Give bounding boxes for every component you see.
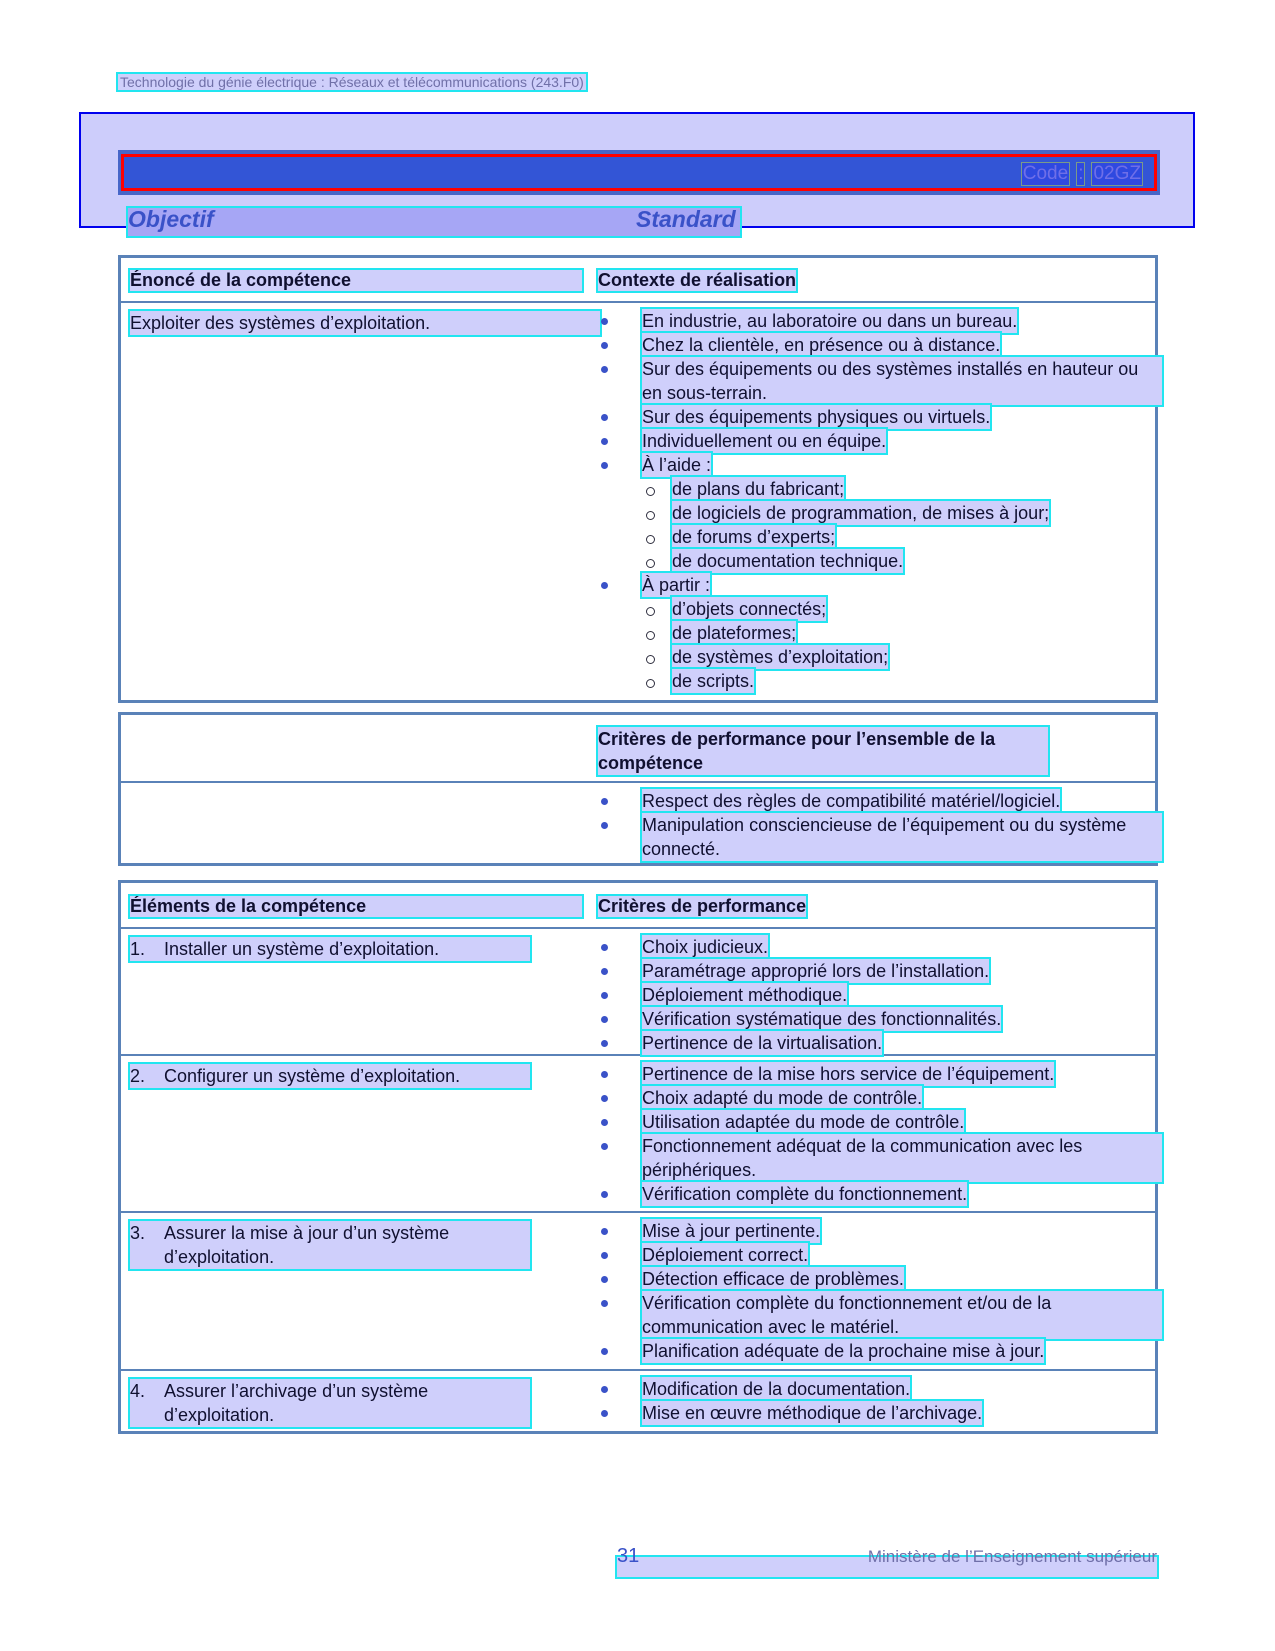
list-item [598, 1291, 1162, 1339]
table-header-row [121, 883, 1155, 929]
bullet-icon [601, 1348, 608, 1355]
list-item [598, 405, 1162, 429]
element-number: 2. [130, 1066, 146, 1086]
code-label: Code [1022, 163, 1069, 184]
list-item [598, 1401, 1162, 1425]
bullet-icon [601, 1016, 608, 1023]
bullet-icon [601, 414, 608, 421]
list-item [598, 1243, 1162, 1267]
list-item [598, 453, 1162, 477]
element-cell [130, 1379, 530, 1427]
item-text: Vérification systématique des fonctionnalités. [642, 1009, 1002, 1029]
section-labels [128, 208, 740, 236]
header-criteria: Critères de performance [598, 896, 807, 916]
list-item [598, 1339, 1162, 1363]
page-number: 31 [617, 1545, 640, 1567]
criteria-list [598, 929, 1155, 1055]
item-text: Utilisation adaptée du mode de contrôle. [642, 1112, 965, 1132]
bullet-icon [601, 1095, 608, 1102]
bullet-icon [601, 1410, 608, 1417]
item-text: Choix judicieux. [642, 937, 769, 957]
item-text: Mise en œuvre méthodique de l’archivage. [642, 1403, 983, 1423]
list-item [598, 1267, 1162, 1291]
sub-list-item [598, 477, 1192, 501]
item-text: Vérification complète du fonctionnement et/ou de la communication avec le matériel. [642, 1291, 1162, 1339]
table-header-row [121, 258, 1155, 303]
bullet-icon [601, 342, 608, 349]
bullet-icon [601, 1228, 608, 1235]
element-cell [130, 1064, 530, 1088]
bullet-icon [601, 366, 608, 373]
competency-code [1022, 163, 1142, 185]
element-number: 4. [130, 1381, 146, 1401]
circle-bullet-icon [646, 631, 655, 640]
item-text: de plans du fabricant; [672, 479, 845, 499]
circle-bullet-icon [646, 655, 655, 664]
element-number: 3. [130, 1223, 146, 1243]
bullet-icon [601, 1191, 608, 1198]
bullet-icon [601, 944, 608, 951]
table-row [121, 783, 1155, 863]
list-item [598, 333, 1162, 357]
bullet-icon [601, 1040, 608, 1047]
item-text: Vérification complète du fonctionnement. [642, 1184, 968, 1204]
item-text: Paramétrage approprié lors de l’installation. [642, 961, 990, 981]
bullet-icon [601, 1143, 608, 1150]
item-text: Individuellement ou en équipe. [642, 431, 887, 451]
item-text: À partir : [642, 575, 711, 595]
item-text: Sur des équipements physiques ou virtuels. [642, 407, 991, 427]
header-context: Contexte de réalisation [598, 270, 797, 290]
criteria-list [598, 1056, 1155, 1206]
standard-label: Standard [636, 206, 736, 232]
bullet-icon [601, 582, 608, 589]
competency-statement: Exploiter des systèmes d’exploitation. [130, 311, 600, 335]
item-text: Mise à jour pertinente. [642, 1221, 821, 1241]
list-item [598, 935, 1162, 959]
bullet-icon [601, 462, 608, 469]
list-item [598, 1086, 1162, 1110]
criteria-list [598, 1371, 1155, 1425]
list-item [598, 813, 1162, 861]
circle-bullet-icon [646, 679, 655, 688]
list-item [598, 1182, 1162, 1206]
circle-bullet-icon [646, 487, 655, 496]
list-item [598, 1062, 1162, 1086]
item-text: Respect des règles de compatibilité matériel/logiciel. [642, 791, 1061, 811]
item-text: Fonctionnement adéquat de la communication avec les périphériques. [642, 1134, 1162, 1182]
header-global-criteria: Critères de performance pour l’ensemble de la compétence [598, 727, 1048, 775]
item-text: Sur des équipements ou des systèmes installés en hauteur ou en sous-terrain. [642, 357, 1162, 405]
header-elements: Éléments de la compétence [130, 896, 582, 917]
bullet-icon [601, 992, 608, 999]
bullet-icon [601, 438, 608, 445]
bullet-icon [601, 1252, 608, 1259]
sub-list-item [598, 525, 1192, 549]
element-cell [130, 937, 530, 961]
sub-list-item [598, 645, 1192, 669]
footer-ministry: Ministère de l’Enseignement supérieur [867, 1547, 1157, 1566]
item-text: Pertinence de la virtualisation. [642, 1033, 883, 1053]
list-item [598, 1007, 1162, 1031]
item-text: En industrie, au laboratoire ou dans un bureau. [642, 311, 1018, 331]
item-text: de documentation technique. [672, 551, 904, 571]
table-row [121, 929, 1155, 1056]
elements-criteria-table [118, 880, 1158, 1434]
bullet-icon [601, 822, 608, 829]
sub-list-item [598, 549, 1192, 573]
list-item [598, 983, 1162, 1007]
sub-list-item [598, 597, 1192, 621]
item-text: de logiciels de programmation, de mises à jour; [672, 503, 1050, 523]
element-text: Assurer l’archivage d’un système d’exploitation. [164, 1381, 429, 1425]
item-text: Choix adapté du mode de contrôle. [642, 1088, 923, 1108]
sub-list-item [598, 621, 1192, 645]
bullet-icon [601, 1386, 608, 1393]
list-item [598, 429, 1162, 453]
item-text: de systèmes d’exploitation; [672, 647, 889, 667]
list-item [598, 573, 1162, 597]
item-text: Planification adéquate de la prochaine mise à jour. [642, 1341, 1045, 1361]
bullet-icon [601, 1071, 608, 1078]
list-item [598, 1031, 1162, 1055]
circle-bullet-icon [646, 607, 655, 616]
element-number: 1. [130, 939, 146, 959]
bullet-icon [601, 1300, 608, 1307]
circle-bullet-icon [646, 535, 655, 544]
sub-list-item [598, 669, 1192, 693]
bullet-icon [601, 968, 608, 975]
list-item [598, 959, 1162, 983]
context-list [598, 303, 1155, 693]
list-item [598, 1377, 1162, 1401]
criteria-list [598, 1213, 1155, 1363]
sub-list [598, 477, 1155, 573]
element-text: Assurer la mise à jour d’un système d’exploitation. [164, 1223, 450, 1267]
bullet-icon [601, 798, 608, 805]
code-bar [118, 150, 1160, 195]
list-item [598, 1110, 1162, 1134]
list-item [598, 309, 1162, 333]
element-text: Configurer un système d’exploitation. [164, 1066, 461, 1086]
table-row [121, 1056, 1155, 1213]
sub-list-item [598, 501, 1192, 525]
sub-list [598, 597, 1155, 693]
item-text: de scripts. [672, 671, 755, 691]
running-header: Technologie du génie électrique : Réseaux et télécommunications (243.F0) [120, 74, 584, 90]
element-cell [130, 1221, 530, 1269]
table-header-row [121, 715, 1155, 783]
code-separator: : [1078, 163, 1084, 184]
circle-bullet-icon [646, 511, 655, 520]
table-row [121, 1371, 1155, 1429]
item-text: Manipulation consciencieuse de l’équipement ou du système connecté. [642, 813, 1162, 861]
item-text: Déploiement méthodique. [642, 985, 848, 1005]
header-statement: Énoncé de la compétence [130, 270, 582, 291]
item-text: de forums d’experts; [672, 527, 836, 547]
global-criteria-list [598, 783, 1155, 861]
table-row [121, 1213, 1155, 1371]
bullet-icon [601, 318, 608, 325]
element-text: Installer un système d’exploitation. [164, 939, 440, 959]
item-text: Pertinence de la mise hors service de l’équipement. [642, 1064, 1055, 1084]
objectif-label: Objectif [128, 206, 214, 232]
global-criteria-table [118, 712, 1158, 866]
item-text: Modification de la documentation. [642, 1379, 911, 1399]
competency-statement-table [118, 255, 1158, 703]
code-value: 02GZ [1093, 163, 1141, 184]
list-item [598, 357, 1162, 405]
circle-bullet-icon [646, 559, 655, 568]
bullet-icon [601, 1276, 608, 1283]
item-text: d’objets connectés; [672, 599, 827, 619]
bullet-icon [601, 1119, 608, 1126]
item-text: Déploiement correct. [642, 1245, 809, 1265]
list-item [598, 1134, 1162, 1182]
item-text: Chez la clientèle, en présence ou à distance. [642, 335, 1001, 355]
list-item [598, 789, 1162, 813]
item-text: de plateformes; [672, 623, 797, 643]
item-text: Détection efficace de problèmes. [642, 1269, 904, 1289]
list-item [598, 1219, 1162, 1243]
table-row [121, 303, 1155, 699]
item-text: À l’aide : [642, 455, 712, 475]
